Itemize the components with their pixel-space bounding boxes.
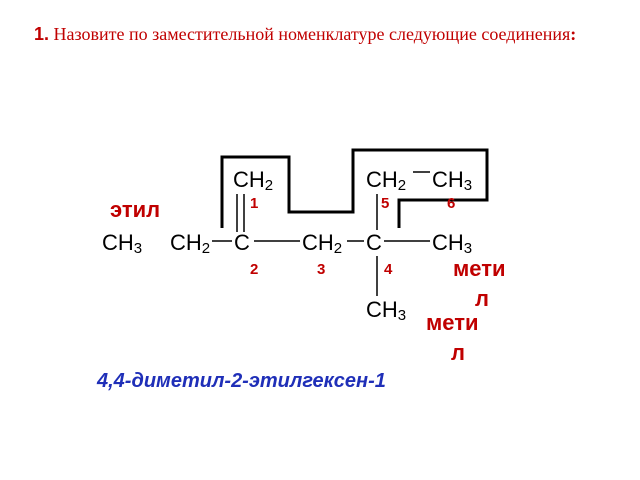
atom-number-4: 4 <box>384 261 393 278</box>
radical-methyl-label-1b: л <box>475 286 489 311</box>
task-colon: : <box>570 24 577 44</box>
group-ch2-top-left: CH2 <box>233 167 274 194</box>
chain-ch3-right: CH3 <box>432 230 473 257</box>
atom-number-6: 6 <box>447 195 456 212</box>
atom-number-5: 5 <box>381 195 390 212</box>
chain-c2: C <box>234 230 250 255</box>
radical-methyl-label-1a: мети <box>453 256 506 281</box>
atom-number-2: 2 <box>250 261 259 278</box>
group-ch2-top-right: CH2 <box>366 167 407 194</box>
answer-name: 4,4-диметил-2-этилгексен-1 <box>97 370 386 392</box>
group-ch3-bottom: CH3 <box>366 297 407 324</box>
task-text: Назовите по заместительной номенклатуре следующие соединения <box>53 24 571 44</box>
chain-ch2-ethyl: CH2 <box>170 230 211 257</box>
radical-methyl-label-2b: л <box>451 340 465 365</box>
radical-ethyl-label: этил <box>110 197 161 222</box>
group-ch3-top-right: CH3 <box>432 167 473 194</box>
chain-ch2-c3: CH2 <box>302 230 343 257</box>
task-number: 1. <box>34 24 50 44</box>
chain-ch3-left: CH3 <box>102 230 143 257</box>
atom-number-1: 1 <box>250 195 259 212</box>
atom-number-3: 3 <box>317 261 326 278</box>
chain-c4: C <box>366 230 382 255</box>
radical-methyl-label-2a: мети <box>426 310 479 335</box>
